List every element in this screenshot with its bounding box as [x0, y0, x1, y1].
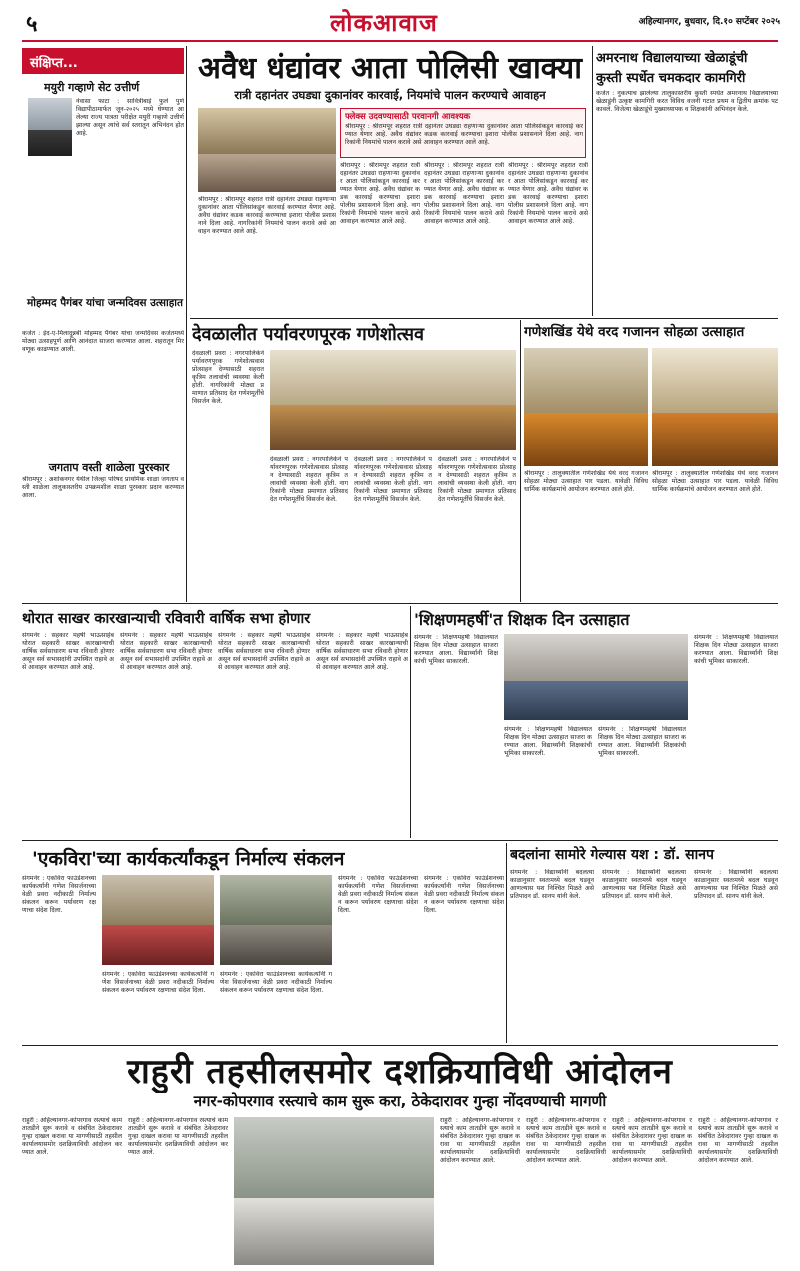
- ganeshotsav-headline: देवळालीत पर्यावरणपूरक गणेशोत्सव: [192, 324, 425, 345]
- teacher-photo: [504, 634, 688, 720]
- thorat-divider: [410, 606, 411, 838]
- ganeshotsav-body-col3: देवळाली प्रवरा : नगरपालिकेने पर्यावरणपूरक गणेशोत्सवास प्रोत्साहन देण्यासाठी शहरात कृत्रिम तलावांची व्यवस्था केली होती. नागरिकांनी मोठ्या प्रमाणात प्रतिसाद देत गणेशमूर्तींचे विसर्जन केले.: [354, 456, 432, 503]
- ekvira-body-col3: संगमनेर : एकविरा फाउंडेशनच्या कार्यकर्त्यांनी गणेश विसर्जनाच्या वेळी प्रवरा नदीकाठी निर्माल्य संकलन करून पर्यावरण रक्षणाचा संदेश दिला.: [220, 971, 332, 994]
- gajanan-story: [524, 320, 778, 602]
- row2-bottom-rule: [22, 603, 778, 604]
- lead-headline: अवैध धंद्यांवर आता पोलिसी खाक्या: [198, 51, 582, 86]
- lead-body-col2: श्रीरामपूर : श्रीरामपूर शहरात रात्री दहानंतर उघड्या राहणाऱ्या दुकानांवर आता पोलिसांकडून कारवाई करण्यात येणार आहे. अवैध धंद्यांवर कडक कारवाई करण्याचा इशारा पोलीस प्रशासनाने दिला आहे. नागरिकांनी नियमांचे पालन करावे असे आवाहन करण्यात आले आहे.: [340, 162, 420, 225]
- lead-subheadline: रात्री दहानंतर उघड्या दुकानांवर कारवाई, नियमांचे पालन करण्याचे आवाहन: [234, 88, 546, 102]
- ganeshotsav-photo: [270, 350, 516, 450]
- rahuri-body-col3: राहुरी : अहिल्यानगर-कोपरगाव रस्त्याचे काम तातडीने सुरू करावे व संबंधित ठेकेदारावर गुन्हा दाखल करावा या मागणीसाठी तहसील कार्यालयासमोर दशक्रियाविधी आंदोलन करण्यात आले.: [440, 1117, 520, 1164]
- rahuri-subheadline: नगर-कोपरगाव रस्त्याचे काम सुरू करा, ठेकेदारावर गुन्हा नोंदवण्याची मागणी: [193, 1092, 607, 1110]
- lead-body-col1: श्रीरामपूर : श्रीरामपूर शहरात रात्री दहानंतर उघड्या राहणाऱ्या दुकानांवर आता पोलिसांकडून कारवाई करण्यात येणार आहे. अवैध धंद्यांवर कडक कारवाई करण्याचा इशारा पोलीस प्रशासनाने दिला आहे. नागरिकांनी नियमांचे पालन करावे असे आवाहन करण्यात आले आहे.: [198, 196, 336, 235]
- edition-date: अहिल्यानगर, बुधवार, दि.१० सप्टेंबर २०२५: [638, 17, 780, 27]
- sidebar: [22, 46, 184, 602]
- sanap-body-col3: संगमनेर : विद्यार्थ्यांनी बदलत्या काळानुसार स्वतःमध्ये बदल घडवून आणल्यास यश निश्चित मिळते असे प्रतिपादन डॉ. सानप यांनी केले.: [694, 869, 778, 900]
- rahuri-headline: राहुरी तहसीलसमोर दशक्रियाविधी आंदोलन: [127, 1052, 673, 1092]
- rahuri-photo: [234, 1117, 434, 1265]
- sidebar-label: संक्षिप्त...: [22, 48, 184, 74]
- teacher-headline: 'शिक्षणमहर्षी'त शिक्षक दिन उत्साहात: [414, 610, 630, 629]
- lead-story: [190, 46, 590, 316]
- sidebar-item-body: नेवासा फाटा : सावित्रीबाई फुले पुणे विद्यापीठामार्फत जून-२०२५ मध्ये घेण्यात आलेल्या राज्य पात्रता परीक्षेत मयुरी गव्हाणे उत्तीर्ण झाल्या असून त्यांचे सर्व स्तरातून अभिनंदन होत आहे.: [76, 98, 184, 137]
- gajanan-body-col1: श्रीरामपूर : तालुक्यातील गणेशखिंड येथे वरद गजानन सोहळा मोठ्या उत्साहात पार पडला. यावेळी विविध धार्मिक कार्यक्रमांचे आयोजन करण्यात आले होते.: [524, 470, 648, 493]
- sanap-body-col2: संगमनेर : विद्यार्थ्यांनी बदलत्या काळानुसार स्वतःमध्ये बदल घडवून आणल्यास यश निश्चित मिळते असे प्रतिपादन डॉ. सानप यांनी केले.: [602, 869, 686, 900]
- ganeshotsav-story: [190, 320, 518, 602]
- masthead-rule: [22, 40, 778, 42]
- thorat-body-col4: संगमनेर : सहकार महर्षी भाऊसाहेब थोरात सहकारी साखर कारखान्याची वार्षिक सर्वसाधारण सभा रविवारी होणार असून सर्व सभासदांनी उपस्थित राहावे असे आवाहन करण्यात आले आहे.: [316, 632, 408, 671]
- thorat-body-col2: संगमनेर : सहकार महर्षी भाऊसाहेब थोरात सहकारी साखर कारखान्याची वार्षिक सर्वसाधारण सभा रविवारी होणार असून सर्व सभासदांनी उपस्थित राहावे असे आवाहन करण्यात आले आहे.: [120, 632, 212, 671]
- teacher-body-col3: संगमनेर : शिक्षणमहर्षी विद्यालयात शिक्षक दिन मोठ्या उत्साहात साजरा करण्यात आला. विद्यार्थ्यांनी शिक्षकांची भूमिका साकारली.: [598, 726, 686, 757]
- gajanan-headline: गणेशखिंड येथे वरद गजानन सोहळा उत्साहात: [524, 324, 745, 340]
- amarnath-headline-line2: कुस्ती स्पर्धेत चमकदार कामगिरी: [596, 71, 746, 86]
- thorat-story: [22, 606, 408, 838]
- ekvira-photo-1: [102, 875, 214, 965]
- row1-bottom-rule: [190, 318, 778, 319]
- ekvira-body-col1: संगमनेर : एकविरा फाउंडेशनच्या कार्यकर्त्यांनी गणेश विसर्जनाच्या वेळी प्रवरा नदीकाठी निर्माल्य संकलन करून पर्यावरण रक्षणाचा संदेश दिला.: [22, 875, 96, 914]
- ekvira-story: [22, 843, 504, 1043]
- sidebar-portrait-photo: [28, 98, 72, 156]
- thorat-body-col1: संगमनेर : सहकार महर्षी भाऊसाहेब थोरात सहकारी साखर कारखान्याची वार्षिक सर्वसाधारण सभा रविवारी होणार असून सर्व सभासदांनी उपस्थित राहावे असे आवाहन करण्यात आले आहे.: [22, 632, 114, 671]
- ekvira-body-col5: संगमनेर : एकविरा फाउंडेशनच्या कार्यकर्त्यांनी गणेश विसर्जनाच्या वेळी प्रवरा नदीकाठी निर्माल्य संकलन करून पर्यावरण रक्षणाचा संदेश दिला.: [424, 875, 504, 914]
- gajanan-photo: [524, 348, 648, 466]
- gajanan-body-col2: श्रीरामपूर : तालुक्यातील गणेशखिंड येथे वरद गजानन सोहळा मोठ्या उत्साहात पार पडला. यावेळी विविध धार्मिक कार्यक्रमांचे आयोजन करण्यात आले होते.: [652, 470, 778, 493]
- lead-body-col3: श्रीरामपूर : श्रीरामपूर शहरात रात्री दहानंतर उघड्या राहणाऱ्या दुकानांवर आता पोलिसांकडून कारवाई करण्यात येणार आहे. अवैध धंद्यांवर कडक कारवाई करण्याचा इशारा पोलीस प्रशासनाने दिला आहे. नागरिकांनी नियमांचे पालन करावे असे आवाहन करण्यात आले आहे.: [424, 162, 504, 225]
- rahuri-body-col4: राहुरी : अहिल्यानगर-कोपरगाव रस्त्याचे काम तातडीने सुरू करावे व संबंधित ठेकेदारावर गुन्हा दाखल करावा या मागणीसाठी तहसील कार्यालयासमोर दशक्रियाविधी आंदोलन करण्यात आले.: [526, 1117, 606, 1164]
- thorat-body-col3: संगमनेर : सहकार महर्षी भाऊसाहेब थोरात सहकारी साखर कारखान्याची वार्षिक सर्वसाधारण सभा रविवारी होणार असून सर्व सभासदांनी उपस्थित राहावे असे आवाहन करण्यात आले आहे.: [218, 632, 310, 671]
- thorat-headline: थोरात साखर कारखान्याची रविवारी वार्षिक सभा होणार: [22, 611, 311, 627]
- lead-info-box: [340, 108, 586, 158]
- lead-box-title: फ्लेक्स उदवण्यासाठी परवानगी आवश्यक: [345, 112, 471, 122]
- lead-body-col4: श्रीरामपूर : श्रीरामपूर शहरात रात्री दहानंतर उघड्या राहणाऱ्या दुकानांवर आता पोलिसांकडून कारवाई करण्यात येणार आहे. अवैध धंद्यांवर कडक कारवाई करण्याचा इशारा पोलीस प्रशासनाने दिला आहे. नागरिकांनी नियमांचे पालन करावे असे आवाहन करण्यात आले आहे.: [508, 162, 588, 225]
- teacher-story: [414, 606, 778, 838]
- ganeshotsav-body-col2: देवळाली प्रवरा : नगरपालिकेने पर्यावरणपूरक गणेशोत्सवास प्रोत्साहन देण्यासाठी शहरात कृत्रिम तलावांची व्यवस्था केली होती. नागरिकांनी मोठ्या प्रमाणात प्रतिसाद देत गणेशमूर्तींचे विसर्जन केले.: [270, 456, 348, 503]
- sanap-body-col1: संगमनेर : विद्यार्थ्यांनी बदलत्या काळानुसार स्वतःमध्ये बदल घडवून आणल्यास यश निश्चित मिळते असे प्रतिपादन डॉ. सानप यांनी केले.: [510, 869, 594, 900]
- sidebar-item-headline: मोहम्मद पैगंबर यांचा जन्मदिवस उत्साहात: [26, 297, 184, 309]
- amarnath-story: [596, 46, 778, 316]
- paper-name: लोकआवाज: [330, 9, 438, 37]
- ekvira-divider: [506, 843, 507, 1043]
- ganeshotsav-body-col1: देवळाली प्रवरा : नगरपालिकेने पर्यावरणपूरक गणेशोत्सवास प्रोत्साहन देण्यासाठी शहरात कृत्रिम तलावांची व्यवस्था केली होती. नागरिकांनी मोठ्या प्रमाणात प्रतिसाद देत गणेशमूर्तींचे विसर्जन केले.: [192, 350, 264, 405]
- ekvira-photo-2: [220, 875, 332, 965]
- ekvira-body-col2: संगमनेर : एकविरा फाउंडेशनच्या कार्यकर्त्यांनी गणेश विसर्जनाच्या वेळी प्रवरा नदीकाठी निर्माल्य संकलन करून पर्यावरण रक्षणाचा संदेश दिला.: [102, 971, 214, 994]
- sidebar-item-headline: मयुरी गव्हाणे सेट उत्तीर्ण: [44, 81, 140, 94]
- ekvira-body-col4: संगमनेर : एकविरा फाउंडेशनच्या कार्यकर्त्यांनी गणेश विसर्जनाच्या वेळी प्रवरा नदीकाठी निर्माल्य संकलन करून पर्यावरण रक्षणाचा संदेश दिला.: [338, 875, 418, 914]
- teacher-body-col2: संगमनेर : शिक्षणमहर्षी विद्यालयात शिक्षक दिन मोठ्या उत्साहात साजरा करण्यात आला. विद्यार्थ्यांनी शिक्षकांची भूमिका साकारली.: [504, 726, 592, 757]
- amarnath-body: कर्जत : नुकत्याच झालेल्या तालुकास्तरीय कुस्ती स्पर्धेत अमरनाथ विद्यालयाच्या खेळाडूंनी उत्कृष्ट कामगिरी करत विविध वजनी गटात प्रथम व द्वितीय क्रमांक पटकावले. विजेत्या खेळाडूंचे मुख्याध्यापक व शिक्षकांनी अभिनंदन केले.: [596, 90, 778, 113]
- rahuri-body-col1: राहुरी : अहिल्यानगर-कोपरगाव रस्त्याचे काम तातडीने सुरू करावे व संबंधित ठेकेदारावर गुन्हा दाखल करावा या मागणीसाठी तहसील कार्यालयासमोर दशक्रियाविधी आंदोलन करण्यात आले.: [22, 1117, 122, 1156]
- sanap-headline: बदलांना सामोरे गेल्यास यश : डॉ. सानप: [510, 847, 714, 863]
- ganeshotsav-divider: [520, 320, 521, 602]
- ganeshotsav-body-col4: देवळाली प्रवरा : नगरपालिकेने पर्यावरणपूरक गणेशोत्सवास प्रोत्साहन देण्यासाठी शहरात कृत्रिम तलावांची व्यवस्था केली होती. नागरिकांनी मोठ्या प्रमाणात प्रतिसाद देत गणेशमूर्तींचे विसर्जन केले.: [438, 456, 516, 503]
- lead-photo: [198, 108, 336, 192]
- amarnath-headline-line1: अमरनाथ विद्यालयाच्या खेळाडूंची: [596, 51, 748, 66]
- sanap-story: [510, 843, 778, 1043]
- page-number: ५: [26, 12, 38, 37]
- lead-divider: [592, 46, 593, 316]
- rahuri-story: [22, 1047, 778, 1267]
- rahuri-body-col2: राहुरी : अहिल्यानगर-कोपरगाव रस्त्याचे काम तातडीने सुरू करावे व संबंधित ठेकेदारावर गुन्हा दाखल करावा या मागणीसाठी तहसील कार्यालयासमोर दशक्रियाविधी आंदोलन करण्यात आले.: [128, 1117, 228, 1156]
- row4-bottom-rule: [22, 1045, 778, 1046]
- masthead: [0, 0, 800, 46]
- lead-box-body: श्रीरामपूर : श्रीरामपूर शहरात रात्री दहानंतर उघड्या राहणाऱ्या दुकानांवर आता पोलिसांकडून कारवाई करण्यात येणार आहे. अवैध धंद्यांवर कडक कारवाई करण्याचा इशारा पोलीस प्रशासनाने दिला आहे. नागरिकांनी नियमांचे पालन करावे असे आवाहन करण्यात आले आहे.: [345, 123, 583, 146]
- sidebar-item-headline: जगताप वस्ती शाळेला पुरस्कार: [48, 461, 170, 474]
- sidebar-divider: [186, 46, 187, 602]
- ekvira-headline: 'एकविरा'च्या कार्यकर्त्यांकडून निर्माल्य संकलन: [32, 848, 345, 870]
- gajanan-photo-2: [652, 348, 778, 466]
- teacher-body-col1: संगमनेर : शिक्षणमहर्षी विद्यालयात शिक्षक दिन मोठ्या उत्साहात साजरा करण्यात आला. विद्यार्थ्यांनी शिक्षकांची भूमिका साकारली.: [414, 634, 498, 665]
- rahuri-body-col5: राहुरी : अहिल्यानगर-कोपरगाव रस्त्याचे काम तातडीने सुरू करावे व संबंधित ठेकेदारावर गुन्हा दाखल करावा या मागणीसाठी तहसील कार्यालयासमोर दशक्रियाविधी आंदोलन करण्यात आले.: [612, 1117, 692, 1164]
- sidebar-item-body: श्रीरामपूर : अशोकनगर येथील जिल्हा परिषद प्राथमिक शाळा जगताप वस्ती शाळेला तालुकास्तरीय उपक्रमशील शाळा पुरस्कार प्रदान करण्यात आला.: [22, 476, 184, 499]
- rahuri-body-col6: राहुरी : अहिल्यानगर-कोपरगाव रस्त्याचे काम तातडीने सुरू करावे व संबंधित ठेकेदारावर गुन्हा दाखल करावा या मागणीसाठी तहसील कार्यालयासमोर दशक्रियाविधी आंदोलन करण्यात आले.: [698, 1117, 778, 1164]
- row3-bottom-rule: [22, 840, 778, 841]
- teacher-body-col4: संगमनेर : शिक्षणमहर्षी विद्यालयात शिक्षक दिन मोठ्या उत्साहात साजरा करण्यात आला. विद्यार्थ्यांनी शिक्षकांची भूमिका साकारली.: [694, 634, 778, 665]
- sidebar-item-body: कर्जत : ईद-ए-मिलादुन्नबी मोहम्मद पैगंबर यांचा जन्मदिवस कर्जतमध्ये मोठ्या उत्साहपूर्ण आणि आनंदात साजरा करण्यात आला. शहरातून मिरवणूक काढण्यात आली.: [22, 330, 184, 353]
